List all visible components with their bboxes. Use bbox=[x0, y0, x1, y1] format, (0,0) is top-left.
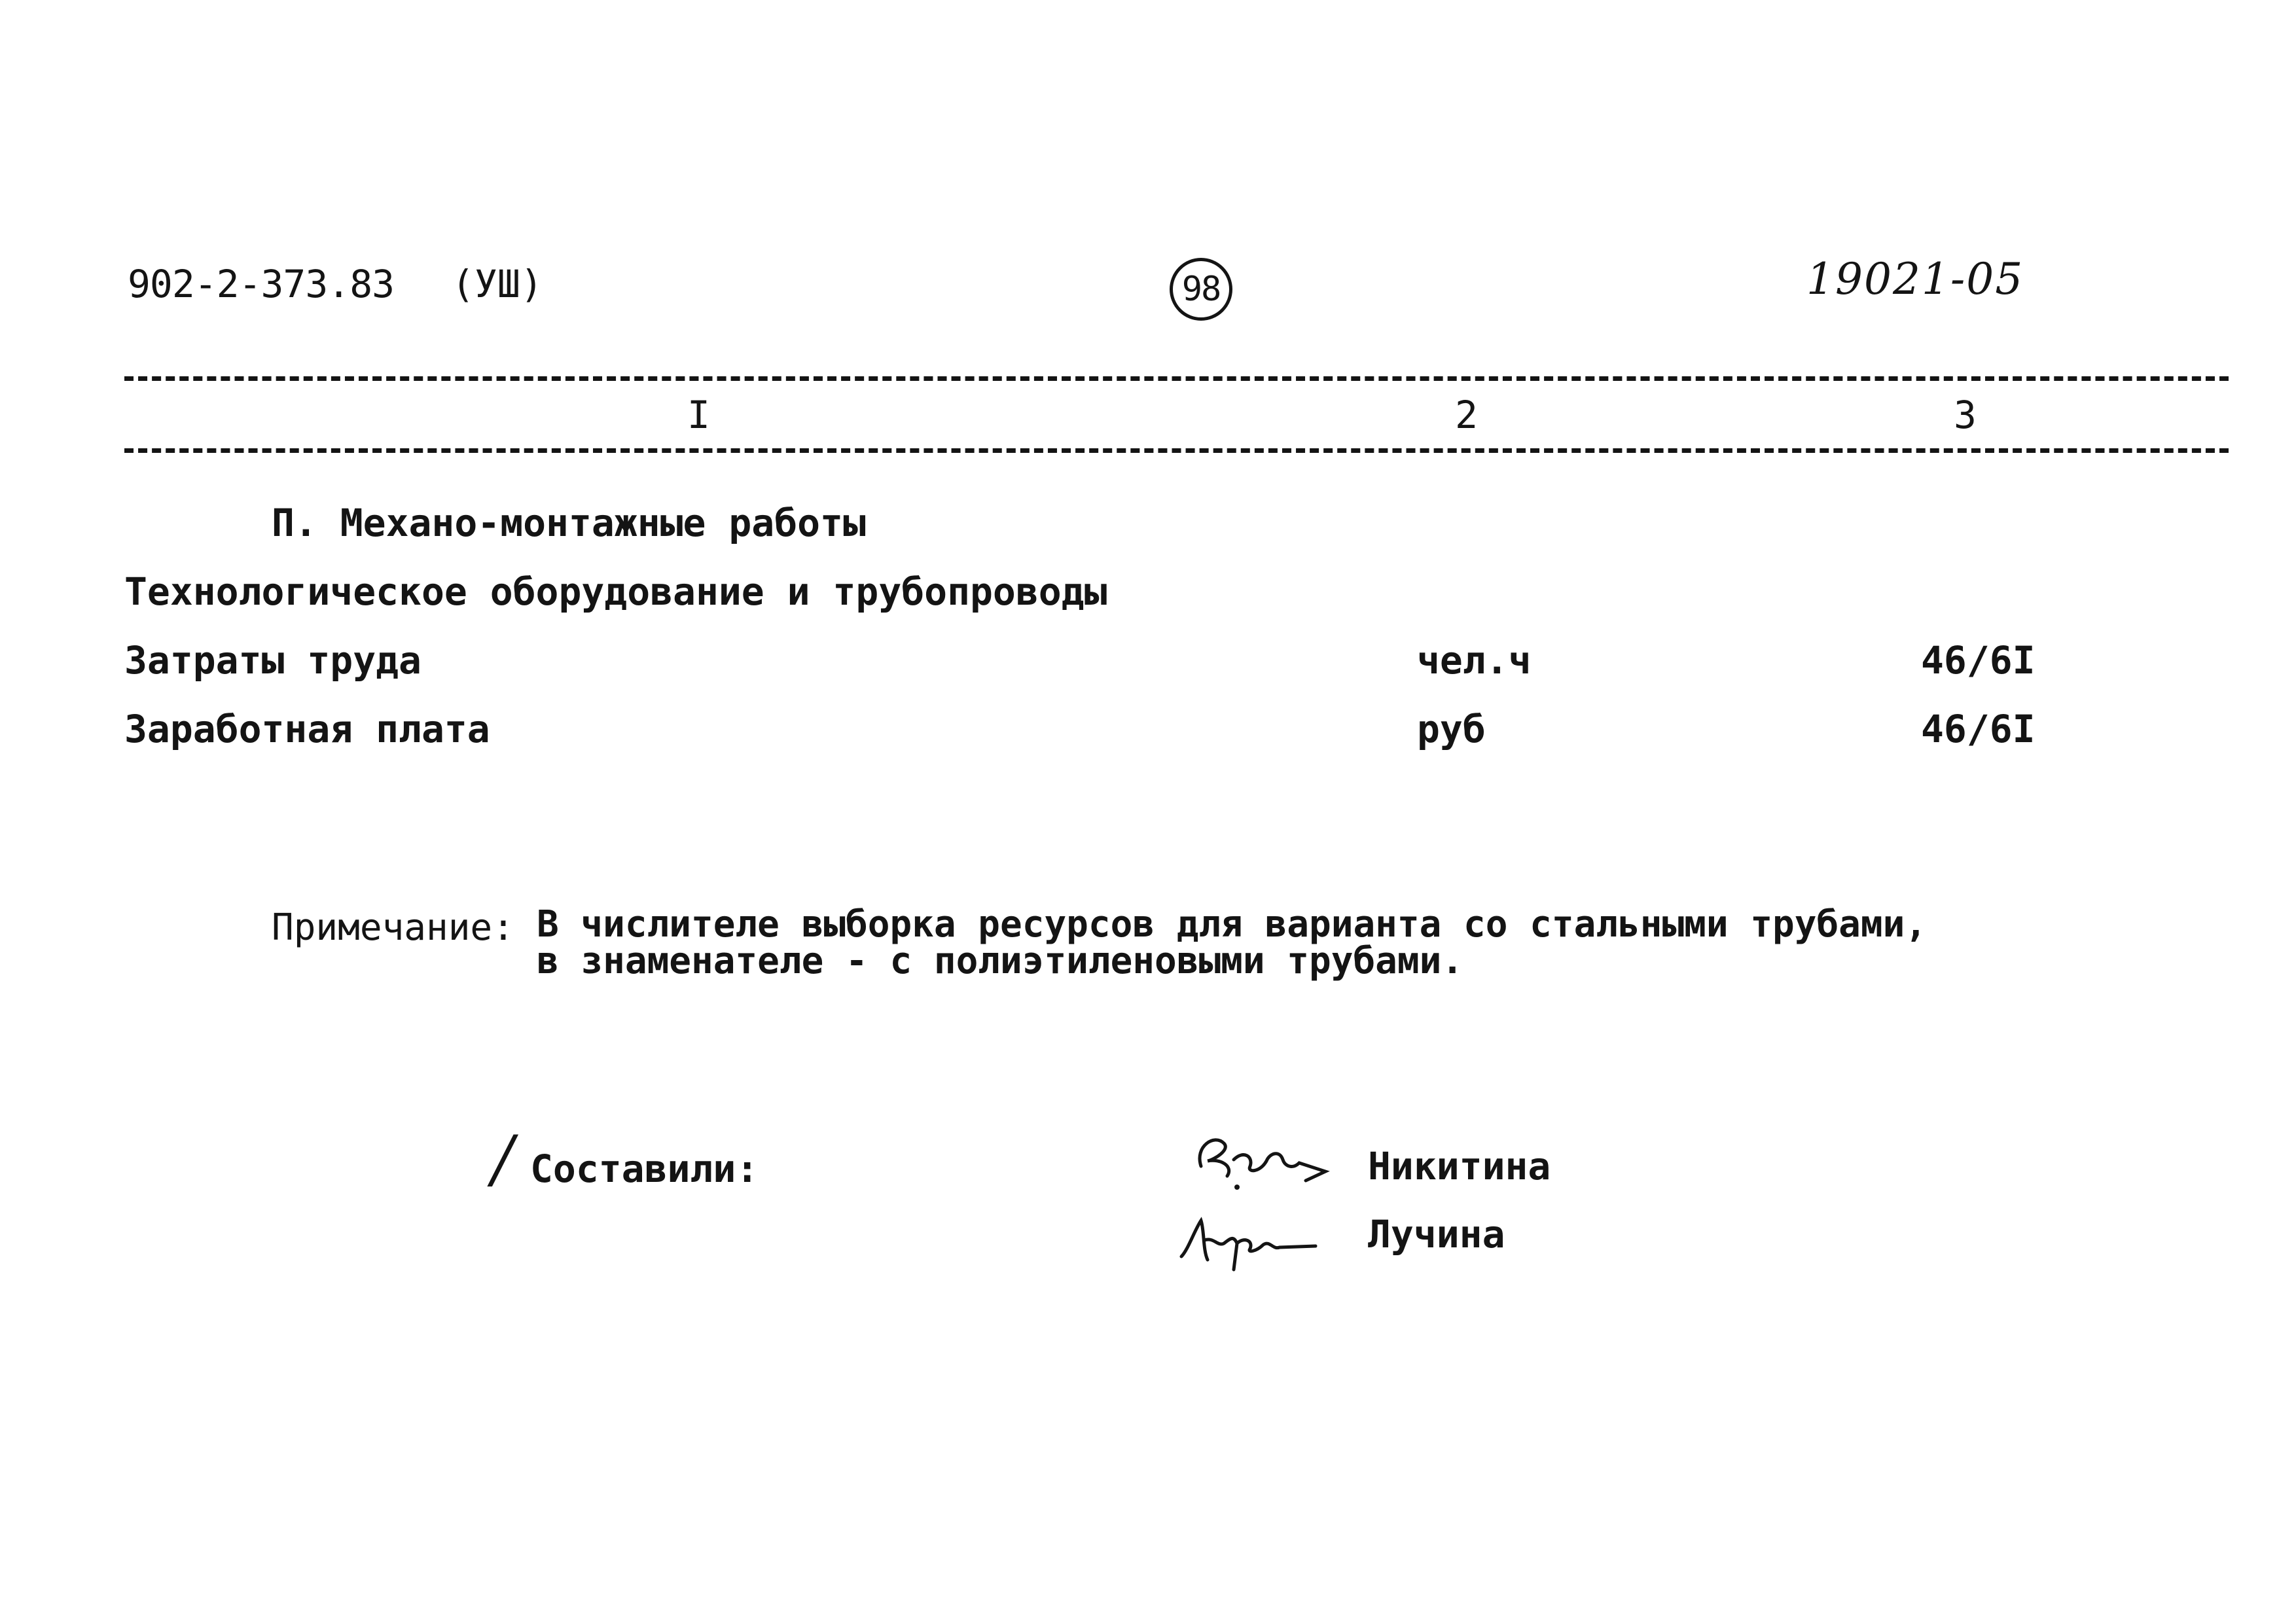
table-row-name: Заработная плата bbox=[124, 707, 490, 751]
column-header-2: 2 bbox=[1455, 393, 1478, 437]
note-text-line: В числителе выборка ресурсов для варианта со стальными трубами, bbox=[537, 903, 1928, 946]
page-number-circle bbox=[1170, 258, 1232, 321]
column-header-1: I bbox=[687, 393, 710, 437]
subsection-title: Технологическое оборудование и трубопроводы bbox=[124, 569, 1107, 614]
dashed-rule-top bbox=[124, 376, 2229, 381]
signer-name: Лучина bbox=[1368, 1212, 1505, 1257]
registration-number: 19021-05 bbox=[1806, 254, 2024, 304]
section-title: П. Механо-монтажные работы bbox=[272, 501, 866, 545]
table-row-unit: руб bbox=[1417, 707, 1486, 751]
table-row-name: Затраты труда bbox=[124, 638, 422, 683]
table-row-unit: чел.ч bbox=[1417, 638, 1532, 683]
column-header-3: 3 bbox=[1954, 393, 1977, 437]
slash-mark: / bbox=[492, 1122, 514, 1196]
table-row-value: 46/6I bbox=[1921, 638, 2036, 683]
document-code: 902-2-373.83 bbox=[128, 262, 395, 306]
document-volume: (УШ) bbox=[452, 262, 543, 306]
note-label: Примечание: bbox=[272, 906, 514, 949]
compiled-by-label: Составили: bbox=[530, 1147, 759, 1191]
dashed-rule-bottom bbox=[124, 448, 2229, 453]
signer-name: Никитина bbox=[1368, 1144, 1551, 1188]
handwritten-signature-1 bbox=[1188, 1120, 1338, 1192]
note-text-line: в знаменателе - с полиэтиленовыми трубами. bbox=[537, 940, 1464, 982]
table-row-value: 46/6I bbox=[1921, 707, 2036, 751]
handwritten-signature-2 bbox=[1172, 1204, 1329, 1276]
page-number: 98 bbox=[1181, 270, 1221, 309]
